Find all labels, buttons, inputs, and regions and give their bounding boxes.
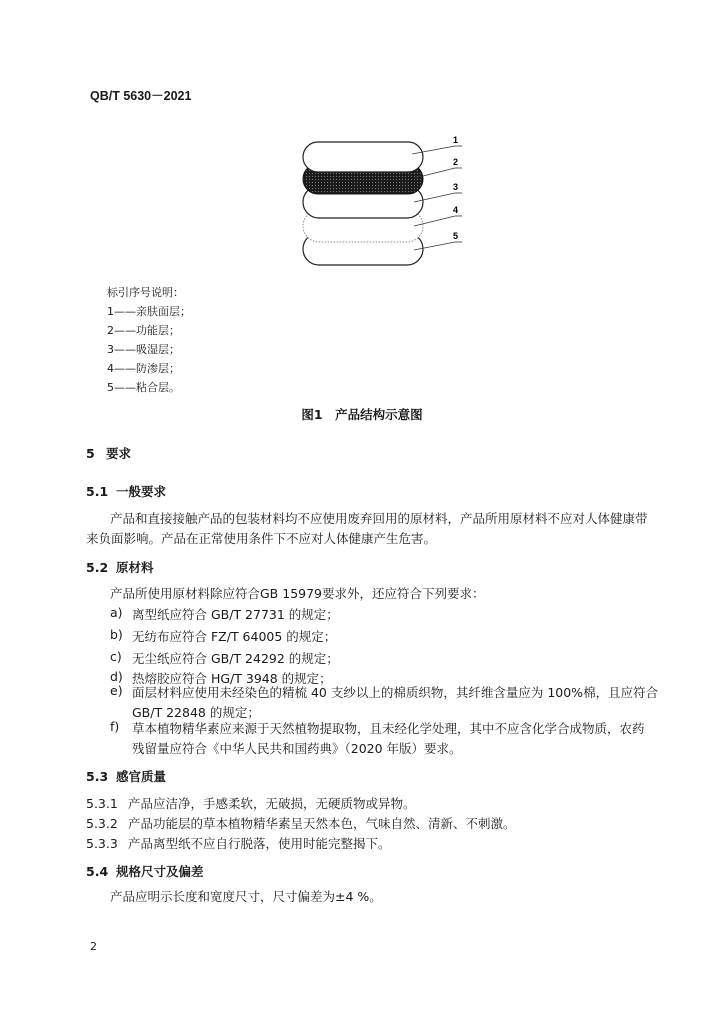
clause-number: 5.3.3 xyxy=(86,836,118,851)
list-marker: b) xyxy=(110,627,123,642)
list-item: 无纺布应符合 FZ/T 64005 的规定； xyxy=(132,629,337,644)
list-marker: e) xyxy=(110,683,123,698)
section-title: 要求 xyxy=(106,446,132,461)
legend-title: 标引序号说明： xyxy=(107,286,184,299)
paragraph-line: 产品应明示长度和宽度尺寸，尺寸偏差为±4 %。 xyxy=(110,889,382,904)
legend-item: 3——吸湿层； xyxy=(107,343,180,356)
clause-text: 产品离型纸不应自行脱落，使用时能完整揭下。 xyxy=(128,836,391,851)
section-title: 一般要求 xyxy=(116,484,167,499)
paragraph-line: 来负面影响。产品在正常使用条件下不应对人体健康产生危害。 xyxy=(86,531,437,546)
callout-3: 3 xyxy=(453,182,459,192)
section-number: 5.1 xyxy=(86,484,109,499)
section-number: 5.2 xyxy=(86,560,109,575)
section-number: 5.3 xyxy=(86,769,109,784)
section-5-3-heading xyxy=(86,767,166,785)
section-title: 原材料 xyxy=(116,560,154,575)
section-5-4-heading xyxy=(86,862,204,880)
list-item-continuation: GB/T 22848 的规定； xyxy=(132,705,260,720)
section-5-1-heading xyxy=(86,482,166,500)
list-marker: d) xyxy=(110,669,123,684)
list-marker: c) xyxy=(110,649,122,664)
clause-text: 产品应洁净，手感柔软，无破损，无硬质物或异物。 xyxy=(128,796,416,811)
callout-4: 4 xyxy=(453,205,459,215)
paragraph-line: 产品和直接接触产品的包装材料均不应使用废弃回用的原材料，产品所用原材料不应对人体健康带 xyxy=(110,511,648,526)
clause-number: 5.3.1 xyxy=(86,796,118,811)
paragraph-line: 产品所使用原材料除应符合GB 15979要求外，还应符合下列要求： xyxy=(110,586,485,601)
clause xyxy=(86,814,516,832)
section-number: 5.4 xyxy=(86,864,109,879)
section-5-heading xyxy=(86,444,131,462)
clause xyxy=(86,794,416,812)
legend-item: 4——防渗层； xyxy=(107,362,180,375)
list-item: 热熔胶应符合 HG/T 3948 的规定； xyxy=(132,671,332,686)
list-item: 草本植物精华素应来源于天然植物提取物，且未经化学处理，其中不应含化学合成物质，农药 xyxy=(132,721,645,736)
list-item: 无尘纸应符合 GB/T 24292 的规定； xyxy=(132,651,339,666)
list-item-continuation: 残留量应符合《中华人民共和国药典》（2020 年版）要求。 xyxy=(132,741,462,756)
layer-1-skin xyxy=(303,142,423,172)
page-number: 2 xyxy=(90,940,97,953)
section-title: 感官质量 xyxy=(116,769,167,784)
callout-2: 2 xyxy=(453,157,459,167)
legend-item: 1——亲肤面层； xyxy=(107,305,191,318)
callout-5: 5 xyxy=(453,231,459,241)
section-5-2-heading xyxy=(86,558,154,576)
clause-number: 5.3.2 xyxy=(86,816,118,831)
list-item: 面层材料应使用未经染色的精梳 40 支纱以上的棉质织物，其纤维含量应为 100%棉，且应符合 xyxy=(132,685,659,700)
product-structure-diagram xyxy=(290,130,480,270)
figure-caption: 图1 产品结构示意图 xyxy=(301,407,423,422)
legend-item: 5——粘合层。 xyxy=(107,381,180,394)
list-marker: a) xyxy=(110,605,123,620)
list-marker: f) xyxy=(110,719,120,734)
callout-1: 1 xyxy=(453,135,459,145)
clause xyxy=(86,834,391,852)
standard-code: QB/T 5630－2021 xyxy=(90,89,192,103)
legend-item: 2——功能层； xyxy=(107,324,180,337)
clause-text: 产品功能层的草本植物精华素呈天然本色，气味自然、清新、不刺激。 xyxy=(128,816,516,831)
list-item: 离型纸应符合 GB/T 27731 的规定； xyxy=(132,607,339,622)
section-title: 规格尺寸及偏差 xyxy=(116,864,204,879)
section-number: 5 xyxy=(86,446,95,461)
